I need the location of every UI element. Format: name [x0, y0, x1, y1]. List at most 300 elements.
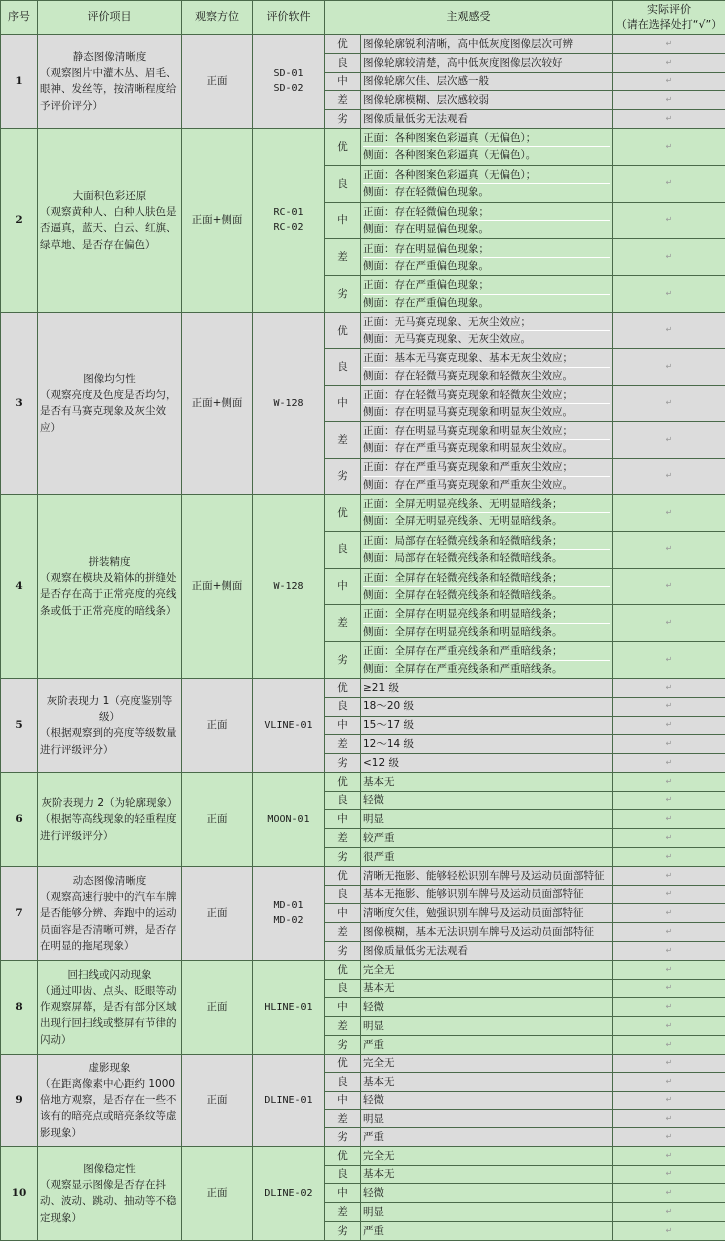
subjective-feeling	[361, 276, 613, 313]
evaluation-item	[38, 494, 182, 678]
grade-label: 差	[325, 829, 361, 848]
feeling-line: 正面：全屏存在轻微亮线条和轻微暗线条；	[363, 571, 563, 584]
feeling-line: 正面：存在严重偏色现象；	[363, 279, 489, 292]
table-row	[1, 960, 725, 979]
actual-evaluation-cell[interactable]: ↵	[613, 349, 725, 385]
actual-evaluation-cell[interactable]: ↵	[613, 885, 725, 904]
feeling-line: 12～14 级	[363, 738, 415, 751]
grade-label: 优	[325, 1146, 361, 1165]
header-actual	[613, 1, 725, 35]
grade-label: 中	[325, 202, 361, 239]
software-code: RC-02	[273, 222, 304, 234]
subjective-feeling	[361, 1110, 613, 1128]
feeling-line: 明显	[363, 1020, 384, 1033]
feeling-line: 正面：无马赛克现象、无灰尘效应；	[363, 315, 531, 328]
software-code: VLINE-01	[264, 719, 313, 731]
grade-label: 良	[325, 531, 361, 568]
feeling-line: 正面：各种图案色彩逼真（无偏色）；	[363, 168, 537, 181]
grade-label: 中	[325, 810, 361, 829]
software-code: HLINE-01	[264, 1001, 313, 1013]
item-title: 灰阶表现力 1（亮度鉴别等级）	[46, 694, 173, 724]
feeling-line: 侧面：存在严重偏色现象。	[363, 257, 610, 274]
actual-evaluation-cell[interactable]: ↵	[613, 53, 725, 72]
feeling-line: 轻微	[363, 794, 384, 807]
grade-label: 优	[325, 312, 361, 348]
row-number: 8	[1, 960, 38, 1054]
feeling-line: 侧面：存在严重马赛克现象和严重灰尘效应。	[363, 476, 610, 493]
grade-label: 差	[325, 239, 361, 276]
feeling-line: 正面：全屏存在严重亮线条和严重暗线条；	[363, 645, 563, 658]
grade-label: 良	[325, 165, 361, 202]
header-row	[1, 1, 725, 35]
grade-label: 中	[325, 72, 361, 91]
subjective-feeling	[361, 531, 613, 568]
feeling-line: 图像轮廓欠佳、层次感一般	[363, 75, 489, 88]
evaluation-software	[253, 678, 325, 772]
feeling-line: 完全无	[363, 963, 395, 976]
feeling-line: 图像质量低劣无法观看	[363, 112, 468, 125]
subjective-feeling	[361, 1128, 613, 1146]
feeling-line: 图像质量低劣无法观看	[363, 944, 468, 957]
actual-evaluation-cell[interactable]: ↵	[613, 716, 725, 735]
actual-evaluation-cell[interactable]: ↵	[613, 568, 725, 605]
feeling-line: 15～17 级	[363, 719, 415, 732]
row-number: 6	[1, 772, 38, 866]
feeling-line: 轻微	[363, 1094, 384, 1107]
actual-evaluation-cell[interactable]: ↵	[613, 848, 725, 867]
feeling-line: 正面：全屏无明显亮线条、无明显暗线条；	[363, 498, 563, 511]
subjective-feeling	[361, 979, 613, 998]
software-code: DLINE-01	[264, 1094, 313, 1106]
feeling-line: ≥21 级	[363, 681, 399, 694]
evaluation-item	[38, 1054, 182, 1146]
software-code: DLINE-02	[264, 1187, 313, 1199]
item-title: 静态图像清晰度	[72, 50, 147, 63]
evaluation-item	[38, 678, 182, 772]
feeling-line: 侧面：无马赛克现象、无灰尘效应。	[363, 330, 610, 347]
item-title: 动态图像清晰度	[72, 874, 147, 887]
grade-label: 中	[325, 998, 361, 1017]
subjective-feeling	[361, 128, 613, 165]
actual-evaluation-cell[interactable]: ↵	[613, 35, 725, 54]
header-software: 评价软件	[253, 1, 325, 35]
subjective-feeling	[361, 1054, 613, 1072]
actual-evaluation-cell[interactable]: ↵	[613, 1054, 725, 1072]
item-description: （在距离像素中心距约 1000 倍地方观察，是否存在一些不该有的暗亮点或暗亮条纹等虚影现象）	[40, 1077, 177, 1139]
observation-direction: 正面	[182, 772, 253, 866]
evaluation-item	[38, 128, 182, 312]
actual-evaluation-cell[interactable]: ↵	[613, 1203, 725, 1222]
grade-label: 优	[325, 866, 361, 885]
item-description: （通过叩齿、点头、眨眼等动作观察屏幕，是否有部分区域出现行回扫线或整屏有节律的闪动）	[40, 984, 177, 1046]
evaluation-software	[253, 35, 325, 129]
actual-evaluation-cell[interactable]: ↵	[613, 110, 725, 129]
grade-label: 中	[325, 385, 361, 421]
row-number: 5	[1, 678, 38, 772]
subjective-feeling	[361, 923, 613, 942]
subjective-feeling	[361, 494, 613, 531]
subjective-feeling	[361, 697, 613, 716]
actual-evaluation-cell[interactable]: ↵	[613, 960, 725, 979]
feeling-line: 较严重	[363, 832, 395, 845]
actual-evaluation-cell[interactable]: ↵	[613, 1221, 725, 1240]
table-row	[1, 35, 725, 54]
evaluation-software	[253, 1146, 325, 1240]
header-no: 序号	[1, 1, 38, 35]
row-number: 4	[1, 494, 38, 678]
feeling-line: 图像模糊，基本无法识别车牌号及运动员面部特征	[363, 926, 594, 939]
software-code: SD-02	[273, 83, 304, 95]
grade-label: 中	[325, 568, 361, 605]
feeling-line: 清晰度欠佳，勉强识别车牌号及运动员面部特征	[363, 907, 584, 920]
feeling-line: 基本无	[363, 775, 395, 788]
subjective-feeling	[361, 829, 613, 848]
subjective-feeling	[361, 791, 613, 810]
evaluation-item	[38, 312, 182, 494]
grade-label: 优	[325, 35, 361, 54]
feeling-line: 侧面：存在严重马赛克现象和明显灰尘效应。	[363, 439, 610, 456]
table-row	[1, 312, 725, 348]
subjective-feeling	[361, 53, 613, 72]
evaluation-item	[38, 772, 182, 866]
subjective-feeling	[361, 642, 613, 679]
item-title: 虚影现象	[88, 1061, 131, 1074]
header-item: 评价项目	[38, 1, 182, 35]
grade-label: 劣	[325, 458, 361, 494]
subjective-feeling	[361, 35, 613, 54]
actual-evaluation-cell[interactable]: ↵	[613, 605, 725, 642]
feeling-line: 正面：局部存在轻微亮线条和轻微暗线条；	[363, 534, 563, 547]
subjective-feeling	[361, 165, 613, 202]
actual-evaluation-cell[interactable]: ↵	[613, 1165, 725, 1184]
actual-evaluation-cell[interactable]: ↵	[613, 979, 725, 998]
observation-direction: 正面+侧面	[182, 128, 253, 312]
actual-evaluation-cell[interactable]: ↵	[613, 810, 725, 829]
feeling-line: 侧面：全屏存在严重亮线条和严重暗线条。	[363, 660, 610, 677]
feeling-line: 侧面：全屏无明显亮线条、无明显暗线条。	[363, 512, 610, 529]
actual-evaluation-cell[interactable]: ↵	[613, 128, 725, 165]
subjective-feeling	[361, 1146, 613, 1165]
feeling-line: 严重	[363, 1224, 384, 1237]
feeling-line: 图像轮廓锐利清晰，高中低灰度图像层次可辨	[363, 37, 573, 50]
subjective-feeling	[361, 239, 613, 276]
actual-evaluation-cell[interactable]: ↵	[613, 1184, 725, 1203]
evaluation-software	[253, 312, 325, 494]
item-description: （根据等高线现象的轻重程度进行评级评分）	[40, 813, 177, 842]
feeling-line: 侧面：全屏存在明显亮线条和明显暗线条。	[363, 623, 610, 640]
feeling-line: 明显	[363, 813, 384, 826]
table-row	[1, 678, 725, 697]
feeling-line: 侧面：局部存在轻微亮线条和轻微暗线条。	[363, 549, 610, 566]
software-code: MOON-01	[267, 813, 310, 825]
feeling-line: 明显	[363, 1205, 384, 1218]
item-description: （观察亮度及色度是否均匀，是否有马赛克现象及灰尘效应）	[40, 389, 177, 434]
grade-label: 中	[325, 716, 361, 735]
actual-evaluation-cell[interactable]: ↵	[613, 697, 725, 716]
item-description: （根据观察到的亮度等级数量进行评级评分）	[40, 727, 177, 756]
item-title: 图像均匀性	[83, 372, 136, 385]
subjective-feeling	[361, 810, 613, 829]
actual-evaluation-cell[interactable]: ↵	[613, 165, 725, 202]
table-row	[1, 494, 725, 531]
feeling-line: 图像轮廓模糊、层次感较弱	[363, 94, 489, 107]
subjective-feeling	[361, 904, 613, 923]
row-number: 1	[1, 35, 38, 129]
header-actual-line2: （请在选择处打“√”）	[615, 17, 723, 31]
actual-evaluation-cell[interactable]: ↵	[613, 458, 725, 494]
subjective-feeling	[361, 998, 613, 1017]
feeling-line: 正面：基本无马赛克现象、基本无灰尘效应；	[363, 352, 573, 365]
grade-label: 良	[325, 979, 361, 998]
subjective-feeling	[361, 458, 613, 494]
item-description: （观察显示图像是否存在抖动、波动、跳动、抽动等不稳定现象）	[40, 1179, 177, 1224]
grade-label: 优	[325, 128, 361, 165]
feeling-line: 基本无	[363, 982, 395, 995]
feeling-line: 图像轮廓较清楚，高中低灰度图像层次较好	[363, 56, 563, 69]
evaluation-software	[253, 960, 325, 1054]
table-row	[1, 1054, 725, 1072]
actual-evaluation-cell[interactable]: ↵	[613, 998, 725, 1017]
feeling-line: 侧面：各种图案色彩逼真（无偏色）。	[363, 146, 610, 163]
evaluation-software	[253, 128, 325, 312]
software-code: MD-01	[273, 899, 304, 911]
item-title: 灰阶表现力 2（为轮廓现象）	[41, 796, 178, 809]
actual-evaluation-cell[interactable]: ↵	[613, 1110, 725, 1128]
feeling-line: 正面：存在轻微马赛克现象和轻微灰尘效应；	[363, 388, 573, 401]
feeling-line: 侧面：存在明显马赛克现象和明显灰尘效应。	[363, 403, 610, 420]
grade-label: 中	[325, 1091, 361, 1109]
grade-label: 劣	[325, 1221, 361, 1240]
actual-evaluation-cell[interactable]: ↵	[613, 72, 725, 91]
row-number: 10	[1, 1146, 38, 1240]
subjective-feeling	[361, 422, 613, 458]
item-title: 图像稳定性	[83, 1162, 136, 1175]
subjective-feeling	[361, 1203, 613, 1222]
header-direction: 观察方位	[182, 1, 253, 35]
evaluation-item	[38, 1146, 182, 1240]
actual-evaluation-cell[interactable]: ↵	[613, 678, 725, 697]
subjective-feeling	[361, 72, 613, 91]
evaluation-item	[38, 960, 182, 1054]
actual-evaluation-cell[interactable]: ↵	[613, 422, 725, 458]
grade-label: 优	[325, 494, 361, 531]
actual-evaluation-cell[interactable]: ↵	[613, 91, 725, 110]
evaluation-software	[253, 494, 325, 678]
grade-label: 良	[325, 1073, 361, 1091]
actual-evaluation-cell[interactable]: ↵	[613, 276, 725, 313]
header-feeling: 主观感受	[325, 1, 613, 35]
software-code: SD-01	[273, 67, 304, 79]
feeling-line: 正面：各种图案色彩逼真（无偏色）；	[363, 132, 537, 145]
subjective-feeling	[361, 385, 613, 421]
feeling-line: 正面：全屏存在明显亮线条和明显暗线条；	[363, 608, 563, 621]
grade-label: 劣	[325, 642, 361, 679]
subjective-feeling	[361, 1184, 613, 1203]
evaluation-software	[253, 1054, 325, 1146]
observation-direction: 正面	[182, 866, 253, 960]
subjective-feeling	[361, 960, 613, 979]
item-title: 大面积色彩还原	[72, 189, 147, 202]
software-code: W-128	[273, 580, 304, 592]
subjective-feeling	[361, 735, 613, 754]
item-description: （观察图片中灌木丛、眉毛、眼神、发丝等，按清晰程度给予评价评分）	[40, 67, 177, 112]
row-number: 3	[1, 312, 38, 494]
software-code: RC-01	[273, 206, 304, 218]
subjective-feeling	[361, 568, 613, 605]
evaluation-item	[38, 866, 182, 960]
item-description: （观察黄种人、白种人肤色是否逼真，蓝天、白云、红旗、绿草地、是否存在偏色）	[40, 206, 177, 251]
grade-label: 优	[325, 678, 361, 697]
item-title: 拼装精度	[88, 555, 131, 568]
grade-label: 差	[325, 91, 361, 110]
row-number: 7	[1, 866, 38, 960]
evaluation-item	[38, 35, 182, 129]
feeling-line: 正面：存在轻微偏色现象；	[363, 205, 489, 218]
feeling-line: 轻微	[363, 1001, 384, 1014]
feeling-line: 完全无	[363, 1057, 395, 1070]
subjective-feeling	[361, 848, 613, 867]
actual-evaluation-cell[interactable]: ↵	[613, 1036, 725, 1055]
grade-label: 差	[325, 422, 361, 458]
actual-evaluation-cell[interactable]: ↵	[613, 754, 725, 773]
grade-label: 差	[325, 1110, 361, 1128]
actual-evaluation-cell[interactable]: ↵	[613, 1073, 725, 1091]
subjective-feeling	[361, 716, 613, 735]
evaluation-software	[253, 772, 325, 866]
feeling-line: 明显	[363, 1112, 384, 1125]
actual-evaluation-cell[interactable]: ↵	[613, 1146, 725, 1165]
feeling-line: 侧面：存在明显偏色现象。	[363, 220, 610, 237]
evaluation-software	[253, 866, 325, 960]
actual-evaluation-cell[interactable]: ↵	[613, 791, 725, 810]
subjective-feeling	[361, 91, 613, 110]
subjective-feeling	[361, 678, 613, 697]
table-body	[1, 35, 725, 1241]
actual-evaluation-cell[interactable]: ↵	[613, 923, 725, 942]
table-row	[1, 866, 725, 885]
observation-direction: 正面	[182, 960, 253, 1054]
grade-label: 差	[325, 923, 361, 942]
grade-label: 差	[325, 735, 361, 754]
subjective-feeling	[361, 754, 613, 773]
observation-direction: 正面+侧面	[182, 312, 253, 494]
actual-evaluation-cell[interactable]: ↵	[613, 904, 725, 923]
actual-evaluation-cell[interactable]: ↵	[613, 866, 725, 885]
grade-label: 优	[325, 772, 361, 791]
actual-evaluation-cell[interactable]: ↵	[613, 642, 725, 679]
feeling-line: 正面：存在严重马赛克现象和严重灰尘效应；	[363, 461, 573, 474]
actual-evaluation-cell[interactable]: ↵	[613, 531, 725, 568]
feeling-line: 很严重	[363, 850, 395, 863]
grade-label: 良	[325, 349, 361, 385]
table-row	[1, 1146, 725, 1165]
grade-label: 优	[325, 960, 361, 979]
actual-evaluation-cell[interactable]: ↵	[613, 772, 725, 791]
grade-label: 中	[325, 1184, 361, 1203]
observation-direction: 正面+侧面	[182, 494, 253, 678]
actual-evaluation-cell[interactable]: ↵	[613, 385, 725, 421]
grade-label: 良	[325, 53, 361, 72]
grade-label: 良	[325, 885, 361, 904]
grade-label: 劣	[325, 276, 361, 313]
actual-evaluation-cell[interactable]: ↵	[613, 1128, 725, 1146]
subjective-feeling	[361, 866, 613, 885]
actual-evaluation-cell[interactable]: ↵	[613, 829, 725, 848]
subjective-feeling	[361, 1221, 613, 1240]
grade-label: 劣	[325, 848, 361, 867]
item-description: （观察在模块及箱体的拼缝处是否存在高于正常亮度的亮线条或低于正常亮度的暗线条）	[40, 572, 177, 617]
grade-label: 良	[325, 697, 361, 716]
grade-label: 中	[325, 904, 361, 923]
actual-evaluation-cell[interactable]: ↵	[613, 942, 725, 961]
grade-label: 良	[325, 1165, 361, 1184]
feeling-line: <12 级	[363, 756, 399, 769]
feeling-line: 清晰无拖影、能够轻松识别车牌号及运动员面部特征	[363, 869, 605, 882]
feeling-line: 侧面：存在严重偏色现象。	[363, 294, 610, 311]
grade-label: 优	[325, 1054, 361, 1072]
grade-label: 劣	[325, 1128, 361, 1146]
feeling-line: 基本无	[363, 1075, 395, 1088]
item-description: （观察高速行驶中的汽车车牌是否能够分辨、奔跑中的运动员面容是否清晰可辨，是否存在明显的拖尾现象）	[40, 890, 177, 952]
software-code: W-128	[273, 397, 304, 409]
grade-label: 差	[325, 1203, 361, 1222]
feeling-line: 侧面：全屏存在轻微亮线条和轻微暗线条。	[363, 586, 610, 603]
observation-direction: 正面	[182, 678, 253, 772]
actual-evaluation-cell[interactable]: ↵	[613, 202, 725, 239]
grade-label: 劣	[325, 1036, 361, 1055]
feeling-line: 侧面：存在轻微马赛克现象和轻微灰尘效应。	[363, 367, 610, 384]
actual-evaluation-cell[interactable]: ↵	[613, 312, 725, 348]
feeling-line: 基本无拖影、能够识别车牌号及运动员面部特征	[363, 888, 584, 901]
software-code: MD-02	[273, 915, 304, 927]
grade-label: 差	[325, 1017, 361, 1036]
actual-evaluation-cell[interactable]: ↵	[613, 239, 725, 276]
subjective-feeling	[361, 772, 613, 791]
actual-evaluation-cell[interactable]: ↵	[613, 1017, 725, 1036]
observation-direction: 正面	[182, 1146, 253, 1240]
row-number: 9	[1, 1054, 38, 1146]
feeling-line: 完全无	[363, 1149, 395, 1162]
feeling-line: 严重	[363, 1130, 384, 1143]
feeling-line: 正面：存在明显马赛克现象和明显灰尘效应；	[363, 425, 573, 438]
subjective-feeling	[361, 885, 613, 904]
grade-label: 差	[325, 605, 361, 642]
item-title: 回扫线或闪动现象	[67, 968, 152, 981]
grade-label: 劣	[325, 110, 361, 129]
feeling-line: 基本无	[363, 1168, 395, 1181]
header-actual-line1: 实际评价	[647, 2, 691, 16]
actual-evaluation-cell[interactable]: ↵	[613, 494, 725, 531]
subjective-feeling	[361, 1091, 613, 1109]
subjective-feeling	[361, 1073, 613, 1091]
grade-label: 劣	[325, 754, 361, 773]
feeling-line: 正面：存在明显偏色现象；	[363, 242, 489, 255]
subjective-feeling	[361, 1036, 613, 1055]
feeling-line: 严重	[363, 1038, 384, 1051]
table-row	[1, 128, 725, 165]
subjective-feeling	[361, 202, 613, 239]
actual-evaluation-cell[interactable]: ↵	[613, 1091, 725, 1109]
grade-label: 良	[325, 791, 361, 810]
subjective-feeling	[361, 605, 613, 642]
subjective-feeling	[361, 110, 613, 129]
subjective-feeling	[361, 942, 613, 961]
subjective-feeling	[361, 349, 613, 385]
row-number: 2	[1, 128, 38, 312]
observation-direction: 正面	[182, 1054, 253, 1146]
feeling-line: 侧面：存在轻微偏色现象。	[363, 183, 610, 200]
actual-evaluation-cell[interactable]: ↵	[613, 735, 725, 754]
